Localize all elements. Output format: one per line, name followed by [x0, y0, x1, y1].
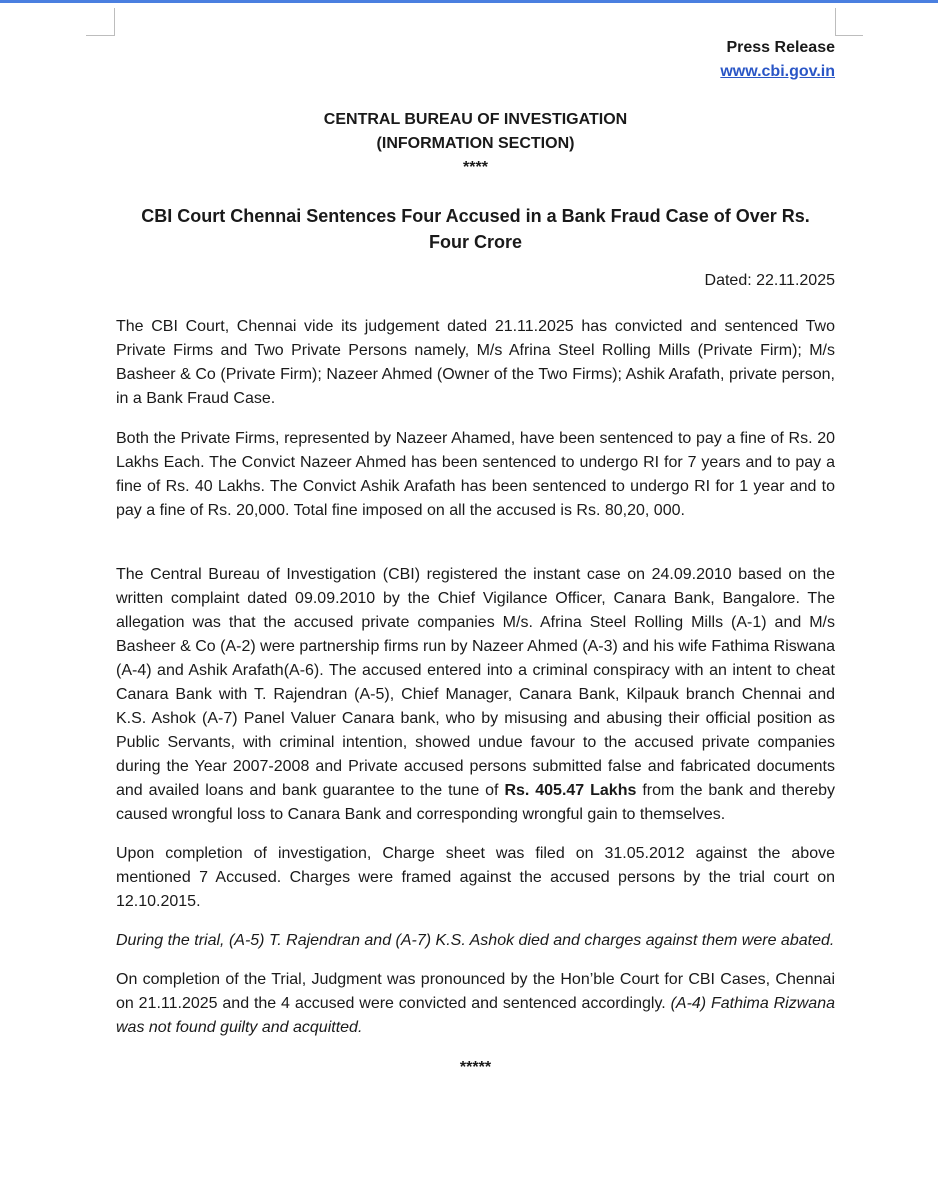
paragraph-abatement: During the trial, (A-5) T. Rajendran and (A-7) K.S. Ashok died and charges against them were abated.: [116, 932, 835, 949]
end-separator: *****: [459, 1059, 492, 1076]
crop-mark-left-horizontal: [86, 35, 115, 36]
paragraph-judgment: [116, 968, 835, 1040]
org-section: (INFORMATION SECTION): [376, 135, 575, 152]
acquittal-note: (A-4) Fathima Rizwana was not found guilty and acquitted.: [116, 995, 835, 1036]
press-release-label: Press Release: [726, 39, 835, 56]
press-headline: CBI Court Chennai Sentences Four Accused in a Bank Fraud Case of Over Rs. Four Crore: [141, 206, 810, 252]
org-heading: [116, 108, 835, 180]
case-background-text-end: from the bank and thereby caused wrongful loss to Canara Bank and corresponding wrongful gain to themselves.: [116, 782, 836, 823]
crop-mark-right-horizontal: [835, 35, 863, 36]
website-link[interactable]: www.cbi.gov.in: [720, 63, 835, 80]
org-separator: ****: [463, 159, 488, 176]
document-page: [116, 36, 835, 1080]
org-name: CENTRAL BUREAU OF INVESTIGATION: [323, 111, 628, 128]
release-date: Dated: 22.11.2025: [704, 272, 835, 289]
paragraph-investigation: Upon completion of investigation, Charge sheet was filed on 31.05.2012 against the above mentioned 7 Accused. Charges were framed against the accused persons by the trial court on 12.10.2015.: [116, 845, 835, 910]
case-background-text: The Central Bureau of Investigation (CBI) registered the instant case on 24.09.2010 based on the written complaint dated 09.09.2010 by the Chief Vigilance Officer, Canara Bank, Bangalore. The allegation was that the accused private companies M/s. Afrina Steel Rolling Mills (A-1) and M/s Basheer & Co (A-2) were partnership firms run by Nazeer Ahmed (A-3) and his wife Fathima Riswana (A-4) and Ashik Arafath(A-6). The accused entered into a criminal conspiracy with an intent to cheat Canara Bank with T. Rajendran (A-5), Chief Manager, Canara Bank, Kilpauk branch Chennai and K.S. Ashok (A-7) Panel Valuer Canara bank, who by misusing and abusing their official position as Public Servants, with criminal intention, showed undue favour to the accused private companies during the Year 2007-2008 and Private accused persons submitted false and fabricated documents and availed loans and bank guarantee to the tune of: [116, 566, 835, 799]
paragraph-sentences: Both the Private Firms, represented by Nazeer Ahamed, have been sentenced to pay a fine of Rs. 20 Lakhs Each. The Convict Nazeer Ahmed has been sentenced to undergo RI for 7 years and to pay a fine of Rs. 40 Lakhs. The Convict Ashik Arafath has been sentenced to undergo RI for 1 year and to pay a fine of Rs. 20,000. Total fine imposed on all the accused is Rs. 80,20, 000.: [116, 430, 835, 519]
judgment-text: On completion of the Trial, Judgment was pronounced by the Hon’ble Court for CBI Cases, Chennai on 21.11.2025 and the 4 accused were convicted and sentenced accordingly.: [116, 971, 835, 1012]
paragraph-case-background: [116, 563, 835, 827]
fraud-amount: Rs. 405.47 Lakhs: [504, 782, 637, 799]
crop-mark-right-vertical: [835, 8, 836, 36]
paragraph-conviction-summary: The CBI Court, Chennai vide its judgement dated 21.11.2025 has convicted and sentenced Two Private Firms and Two Private Persons namely, M/s Afrina Steel Rolling Mills (Private Firm); M/s Basheer & Co (Private Firm); Nazeer Ahmed (Owner of the Two Firms); Ashik Arafath, private person, in a Bank Fraud Case.: [116, 318, 835, 407]
crop-mark-left-vertical: [114, 8, 115, 36]
press-header: [116, 36, 835, 84]
top-accent-bar: [0, 0, 938, 3]
